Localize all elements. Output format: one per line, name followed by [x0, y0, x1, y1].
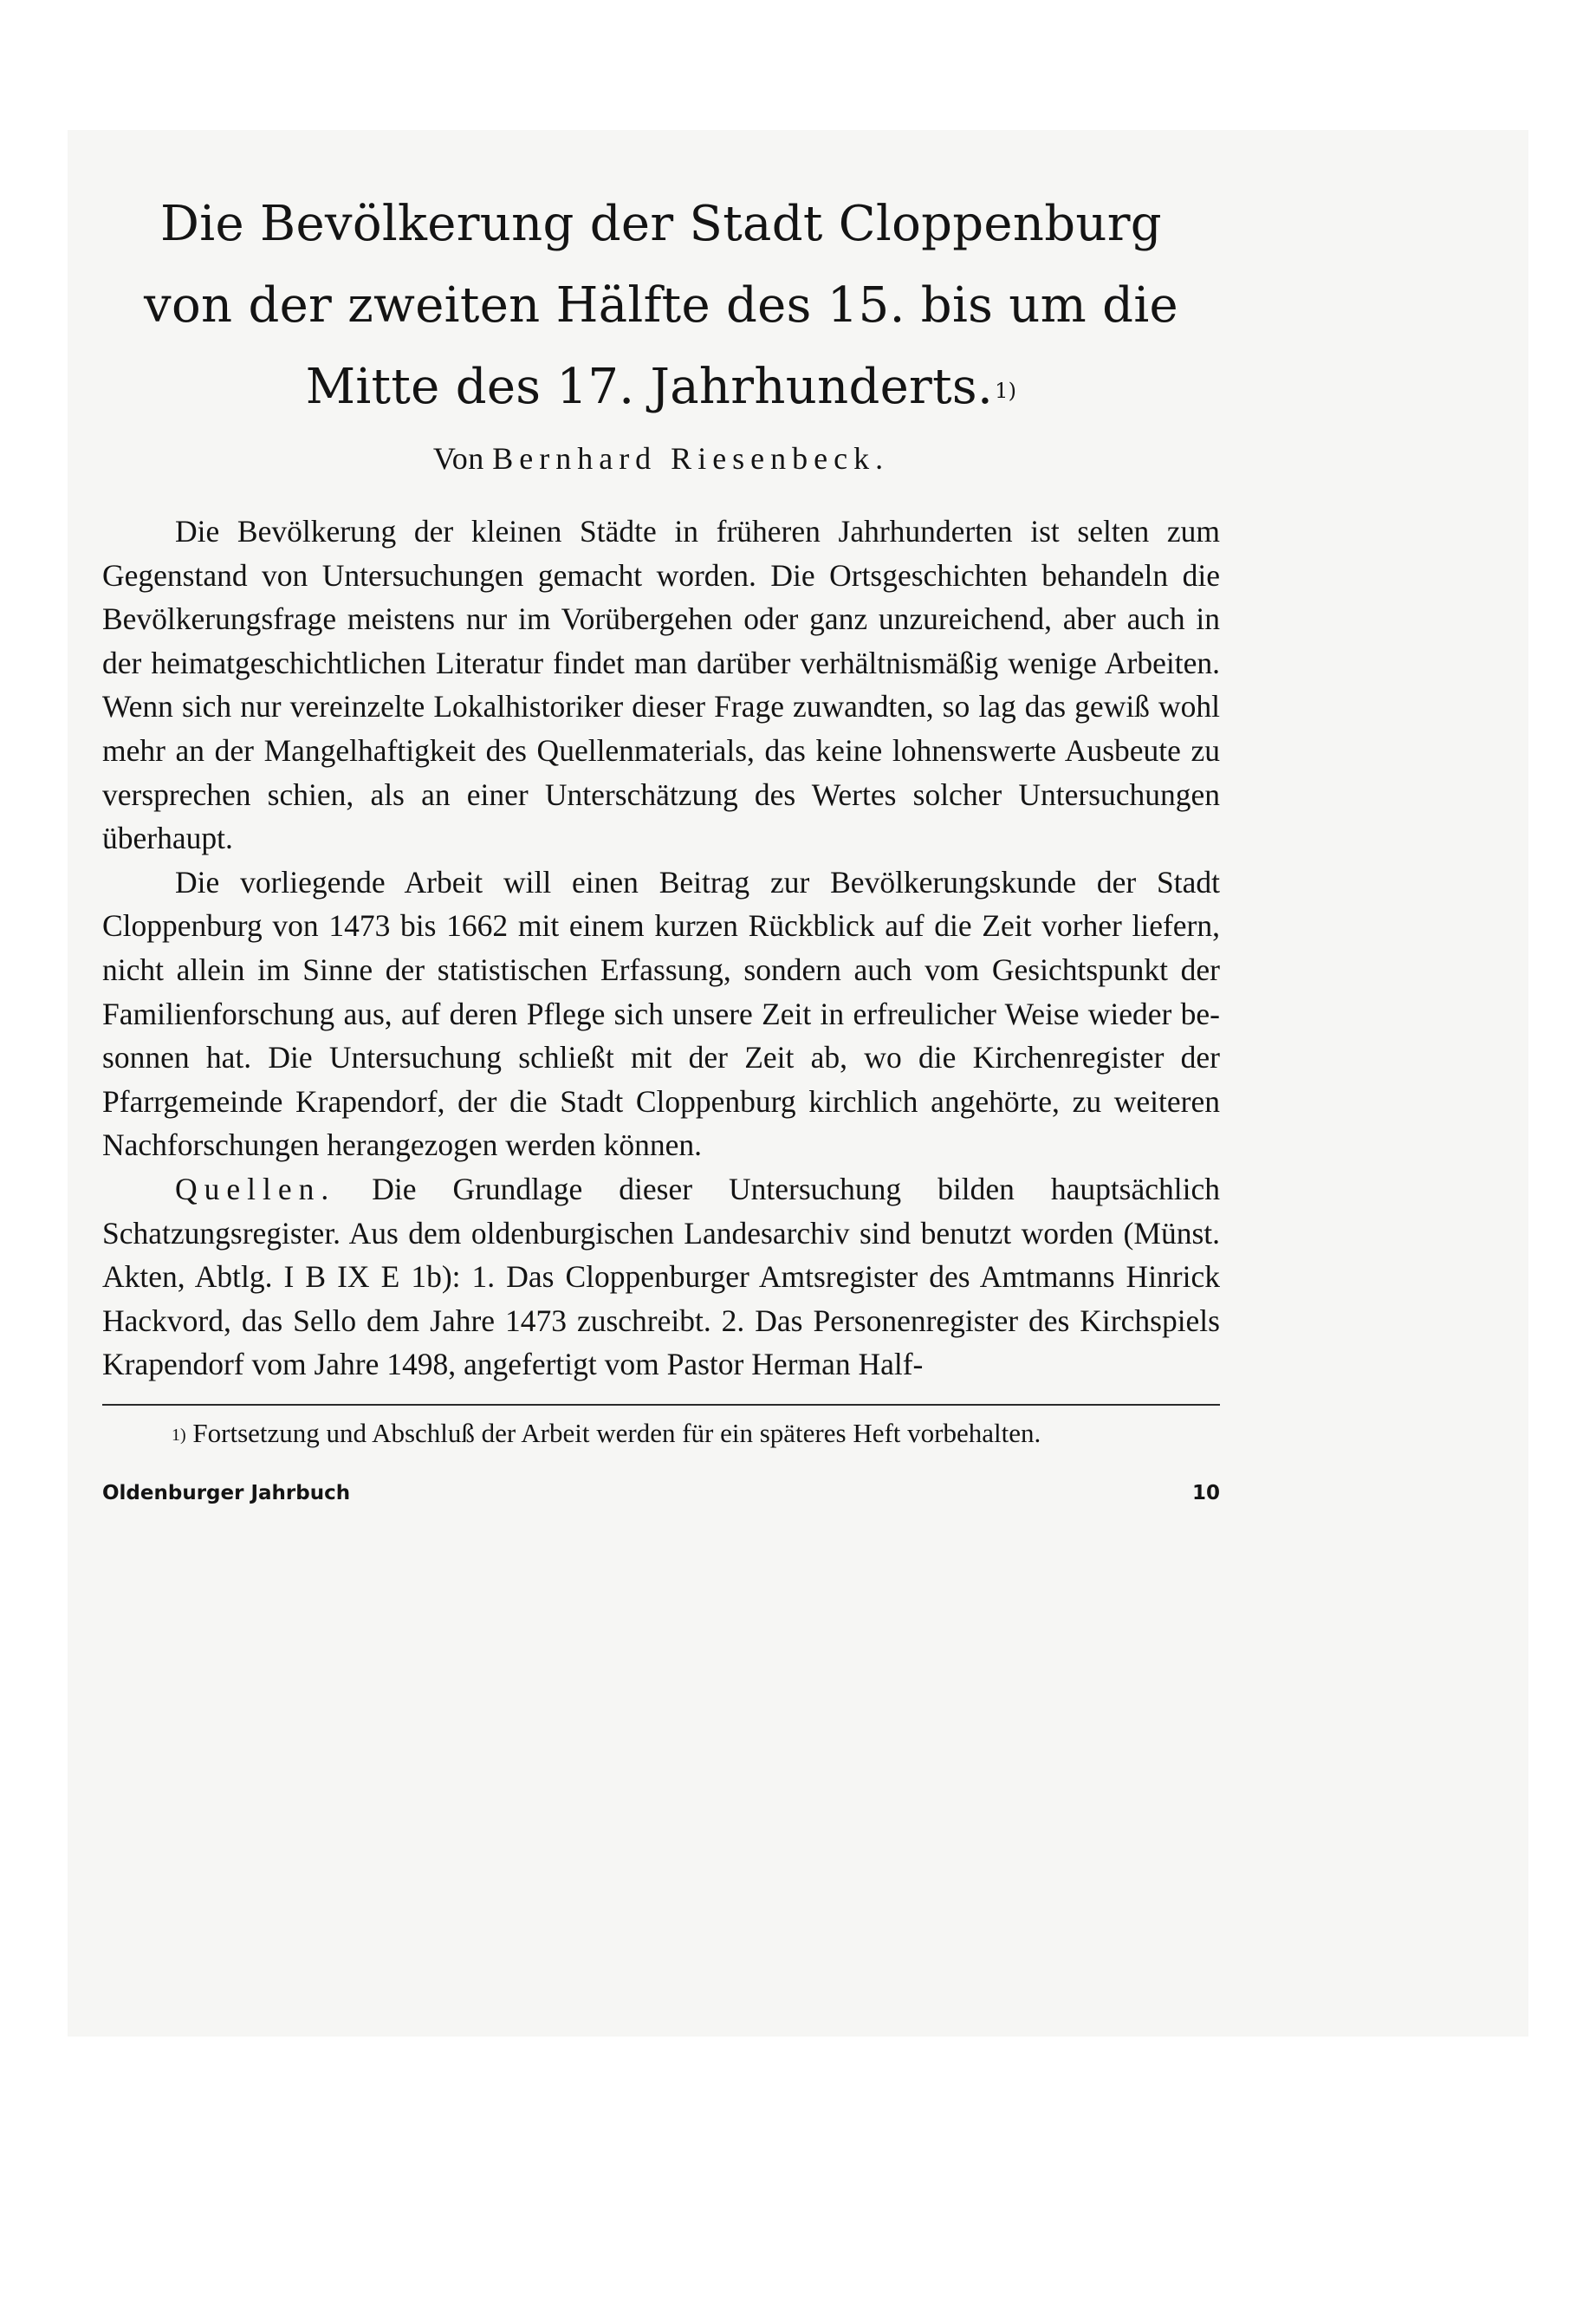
paragraph-2: Die vorliegende Arbeit will einen Beitrag zur Bevölkerungskunde der Stadt Cloppenburg von 1473 bis 1662 mit einem kurzen Rückblick auf die Zeit vorher liefern, nicht allein im Sinne der statistischen Erfassung, sondern auch vom Gesichtspunkt der Familienforschung aus, auf deren Pflege sich unsere Zeit in erfreulicher Weise wieder besonnen hat. Die Untersuchung schließt mit der Zeit ab, wo die Kirchenregister der Pfarrgemeinde Krapendorf, der die Stadt Cloppenburg kirchlich angehörte, zu weiteren Nachforschungen herangezogen werden können. — [102, 864, 1220, 1163]
article-title — [102, 184, 1220, 428]
footnote — [102, 1414, 1220, 1452]
section-lead-quellen: Quellen. — [175, 1171, 336, 1206]
author-name: Bernhard Riesenbeck. — [492, 441, 890, 476]
title-line-1: Die Bevölkerung der Stadt Cloppenburg — [160, 196, 1162, 252]
journal-name: Oldenburger Jahrbuch — [102, 1481, 351, 1504]
title-line-2: von der zweiten Hälfte des 15. bis um die — [144, 277, 1178, 334]
title-line-3 — [102, 347, 1220, 428]
title-line-3-text: Mitte des 17. Jahrhunderts. — [305, 359, 994, 415]
footnote-text: Fortsetzung und Abschluß der Arbeit werden für ein späteres Heft vorbehalten. — [185, 1417, 1041, 1448]
page-number: 10 — [1191, 1481, 1220, 1504]
footnote-mark: 1) — [172, 1425, 186, 1445]
author-byline — [102, 437, 1220, 480]
paragraph-1: Die Bevölkerung der kleinen Städte in früheren Jahrhunderten ist selten zum Gegenstand von Untersuchungen gemacht worden. Die Ortsgeschichten behandeln die Bevölkerungsfrage meistens nur im Vorübergehen oder ganz unzureichend, aber auch in der heimatgeschichtlichen Literatur findet man darüber verhältnismäßig wenige Arbeiten. Wenn sich nur vereinzelte Lokalhistoriker dieser Frage zuwandten, so lag das gewiß wohl mehr an der Mangelhaftigkeit des Quellenmaterials, das keine lohnenswerte Ausbeute zu versprechen schien, als an einer Unterschätzung des Wertes solcher Untersuchungen überhaupt. — [102, 514, 1220, 856]
paragraph-3-text: Die Grundlage dieser Untersuchung bilden hauptsächlich Schatzungsregister. Aus dem oldenburgischen Landesarchiv sind benutzt worden (Münst. Akten, Abtlg. I B IX E 1b): 1. Das Cloppenburger Amtsregister des Amtmanns Hinrick Hackvord, das Sello dem Jahre 1473 zuschreibt. 2. Das Personenregister des Kirchspiels Krapendorf vom Jahre 1498, angefertigt vom Pastor Herman Half- — [102, 1171, 1220, 1382]
title-footnote-mark[interactable]: 1) — [995, 379, 1017, 403]
footnote-divider — [102, 1404, 1220, 1406]
article-body — [102, 510, 1220, 1387]
paragraph-3 — [102, 1167, 1220, 1387]
page-footer — [102, 1482, 1220, 1517]
author-prefix: Von — [432, 441, 493, 476]
article — [102, 184, 1220, 1517]
